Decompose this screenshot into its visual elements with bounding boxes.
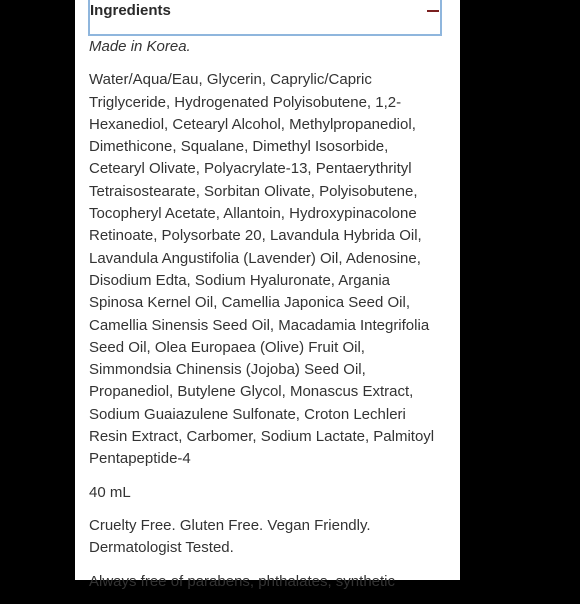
accordion-title: Ingredients — [90, 2, 171, 19]
product-size: 40 mL — [89, 483, 131, 501]
origin-text: Made in Korea. — [89, 38, 191, 55]
product-claims: Cruelty Free. Gluten Free. Vegan Friendly. Dermatologist Tested. — [89, 516, 371, 557]
ingredients-list: Water/Aqua/Eau, Glycerin, Caprylic/Capric Triglyceride, Hydrogenated Polyisobutene, 1,2-Hexanediol, Cetearyl Alcohol, Methylpropanediol, Dimethicone, Squalane, Dimethyl Isosorbide, Cetearyl Olivate, Polyacrylate-13, Pentaerythrityl Tetraisostearate, Sorbitan Olivate, Polyisobutene, Tocopheryl Acetate, Allantoin, Hydroxypinacolone Retinoate, Polysorbate 20, Lavandula Hybrida Oil, Lavandula Angustifolia (Lavender) Oil, Adenosine, Disodium Edta, Sodium Hyaluronate, Argania Spinosa Kernel Oil, Camellia Japonica Seed Oil, Camellia Sinensis Seed Oil, Macadamia Integrifolia Seed Oil, Olea Europaea (Olive) Fruit Oil, Simmondsia Chinensis (Jojoba) Seed Oil, Propanediol, Butylene Glycol, Monascus Extract, Sodium Guaiazulene Sulfonate, Croton Lechleri Resin Extract, Carbomer, Sodium Lactate, Palmitoyl Pentapeptide-4 — [89, 71, 435, 468]
minus-icon[interactable] — [427, 10, 439, 12]
free-of-text: Always free of parabens, phthalates, synthetic — [89, 572, 396, 590]
ingredients-content — [89, 36, 441, 604]
product-details-panel — [75, 0, 460, 590]
ingredients-accordion-header[interactable] — [88, 0, 442, 36]
